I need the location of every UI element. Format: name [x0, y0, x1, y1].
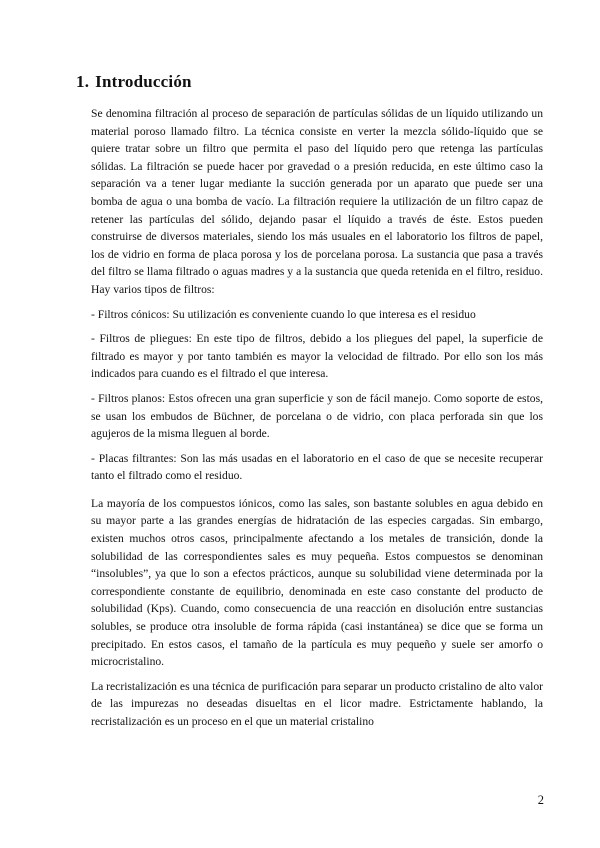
- body-text: [91, 105, 543, 738]
- bullet-planos: - Filtros planos: Estos ofrecen una gran superficie y son de fácil manejo. Como soporte de estos, se usan los embudos de Büchner, de porcelana o de vidrio, con placa perforada sin que los agujeros de la misma lleguen al borde.: [91, 391, 543, 441]
- paragraph-intro: Se denomina filtración al proceso de separación de partículas sólidas de un líquido utilizando un material poroso llamado filtro. La técnica consiste en verter la mezcla sólido-líquido que se quiere tratar sobre un filtro que permita el paso del líquido pero que retenga las partículas sólidas. La filtración se puede hacer por gravedad o a presión reducida, en este último caso la separación va a tener lugar mediante la succión generada por un aparato que puede ser una bomba de agua o una bomba de vacío. La filtración requiere la utilización de un filtro capaz de retener las partículas del sólido, dejando pasar el líquido a través de éste. Estos pueden construirse de diversos materiales, siendo los más usuales en el laboratorio los filtros de papel, los de vidrio en forma de placa porosa y los de porcelana porosa. La sustancia que pasa a través del filtro se llama filtrado o aguas madres y a la sustancia que queda retenida en el filtro, residuo. Hay varios tipos de filtros:: [91, 107, 543, 296]
- paragraph-recrystallization: La recristalización es una técnica de purificación para separar un producto cristalino de alto valor de las impurezas no deseadas disueltas en el licor madre. Estrictamente hablando, la recristalización es un proceso en el que un material cristalino: [91, 679, 543, 728]
- bullet-pliegues: - Filtros de pliegues: En este tipo de filtros, debido a los pliegues del papel, la superficie de filtrado es mayor y por tanto también es mayor la velocidad de filtrado. Por ello son los más indicados para cuando es el filtrado el que interesa.: [91, 332, 543, 381]
- section-number: 1.: [76, 72, 90, 91]
- page-number: 2: [537, 793, 544, 807]
- section-heading: [76, 72, 192, 92]
- bullet-placas: - Placas filtrantes: Son las más usadas en el laboratorio en el caso de que se necesite recuperar tanto el filtrado como el residuo.: [91, 451, 543, 483]
- section-title: Introducción: [95, 72, 192, 91]
- bullet-conicos: - Filtros cónicos: Su utilización es conveniente cuando lo que interesa es el residuo: [91, 307, 476, 321]
- paragraph-solubility: La mayoría de los compuestos iónicos, como las sales, son bastante solubles en agua debido en su mayor parte a las grandes energías de hidratación de las especies cargadas. Sin embargo, existen muchos otros casos, principalmente afectando a los metales de transición, donde la solubilidad de las correspondientes sales es muy pequeña. Estos compuestos se denominan “insolubles”, ya que lo son a efectos prácticos, aunque su solubilidad viene determinada por la correspondiente constante de equilibrio, denominada en este caso constante del producto de solubilidad (Kps). Cuando, como consecuencia de una reacción en disolución entre sustancias solubles, se produce otra insoluble de forma rápida (casi instantánea) se dice que se forma un precipitado. En estos casos, el tamaño de la partícula es muy pequeño y suele ser amorfo o microcristalino.: [91, 496, 543, 669]
